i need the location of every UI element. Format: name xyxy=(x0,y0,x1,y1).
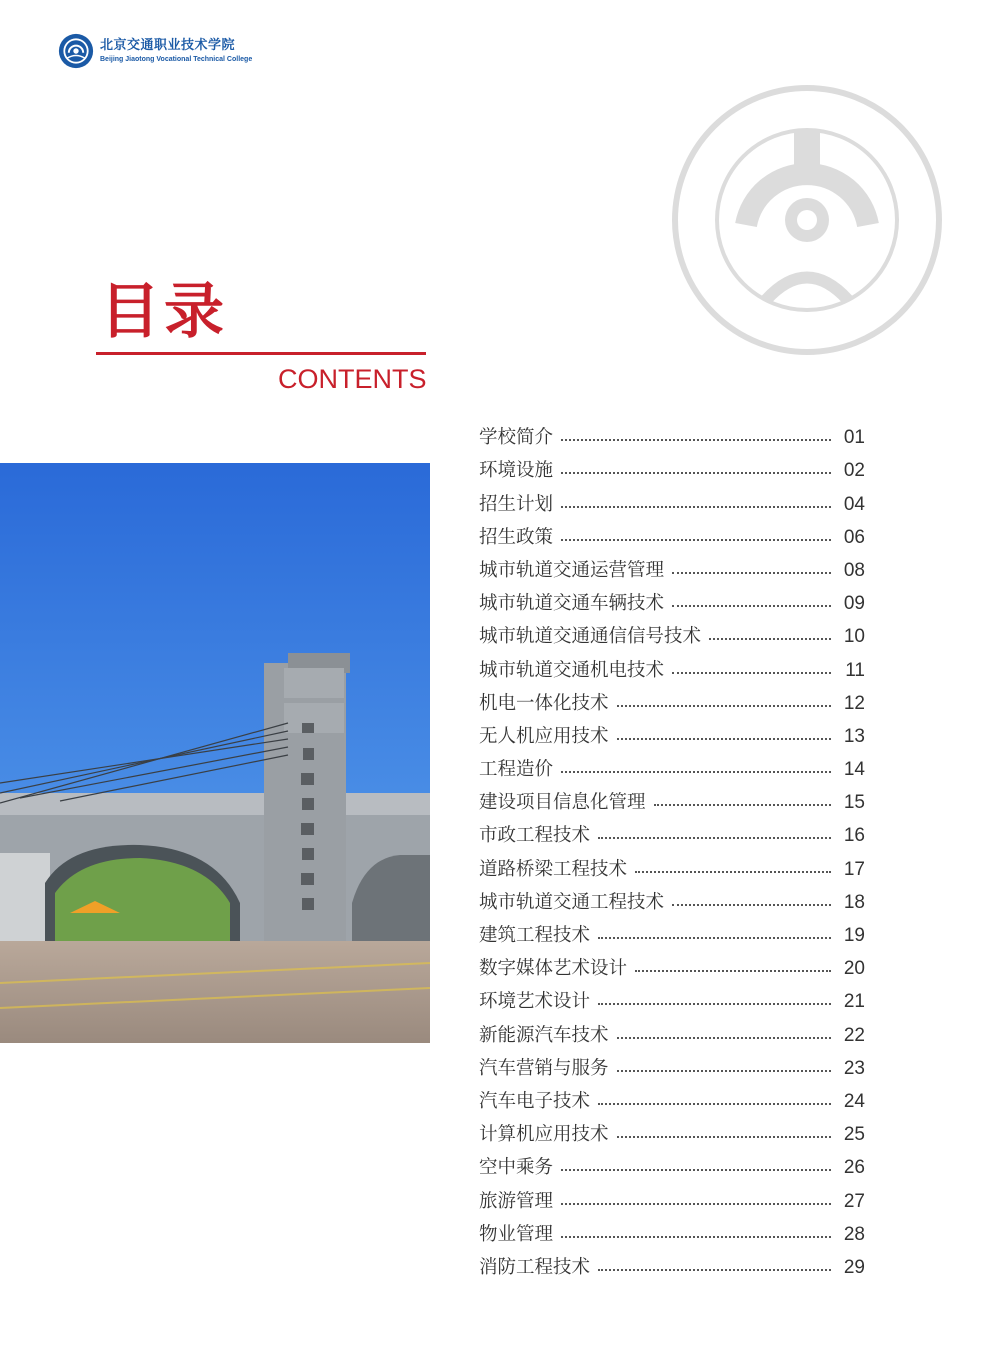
toc-entry[interactable] xyxy=(479,582,865,615)
toc-entry-label: 学校简介 xyxy=(479,427,554,449)
toc-dot-leader xyxy=(598,1103,831,1105)
toc-page-number: 29 xyxy=(843,1256,865,1278)
toc-entry-label: 新能源汽车技术 xyxy=(479,1024,609,1046)
school-name-cn: 北京交通职业技术学院 xyxy=(100,38,236,53)
toc-entry-label: 计算机应用技术 xyxy=(479,1124,609,1146)
page-title: 目录 xyxy=(100,277,228,347)
toc-page-number: 09 xyxy=(843,593,865,615)
toc-entry-label: 机电一体化技术 xyxy=(479,692,609,714)
toc-entry[interactable] xyxy=(479,980,865,1013)
toc-dot-leader xyxy=(598,1003,831,1005)
toc-entry-label: 物业管理 xyxy=(479,1223,554,1245)
toc-entry[interactable] xyxy=(479,1179,865,1212)
toc-page-number: 11 xyxy=(845,659,865,681)
toc-page-number: 24 xyxy=(843,1090,865,1112)
toc-dot-leader xyxy=(598,837,831,839)
toc-dot-leader xyxy=(561,1169,831,1171)
toc-entry[interactable] xyxy=(479,1146,865,1179)
toc-entry-label: 城市轨道交通机电技术 xyxy=(479,659,665,681)
school-logo xyxy=(58,33,252,69)
toc-page-number: 18 xyxy=(843,891,865,913)
page-subtitle: CONTENTS xyxy=(278,364,427,394)
toc-page-number: 02 xyxy=(843,460,865,482)
campus-gate-photo xyxy=(0,463,430,1043)
toc-dot-leader xyxy=(561,539,831,541)
toc-entry[interactable] xyxy=(479,947,865,980)
toc-page-number: 04 xyxy=(843,493,865,515)
toc-entry[interactable] xyxy=(479,682,865,715)
toc-page-number: 10 xyxy=(843,626,865,648)
toc-entry-label: 城市轨道交通通信信号技术 xyxy=(479,626,702,648)
toc-entry[interactable] xyxy=(479,615,865,648)
toc-page-number: 20 xyxy=(843,958,865,980)
table-of-contents xyxy=(479,416,865,1279)
toc-dot-leader xyxy=(635,970,831,972)
toc-entry-label: 工程造价 xyxy=(479,759,554,781)
toc-entry[interactable] xyxy=(479,781,865,814)
toc-entry[interactable] xyxy=(479,1080,865,1113)
toc-page-number: 26 xyxy=(843,1157,865,1179)
toc-entry-label: 招生政策 xyxy=(479,526,554,548)
toc-dot-leader xyxy=(561,1236,831,1238)
toc-entry-label: 城市轨道交通车辆技术 xyxy=(479,593,665,615)
toc-entry-label: 无人机应用技术 xyxy=(479,725,609,747)
toc-entry[interactable] xyxy=(479,814,865,847)
toc-entry[interactable] xyxy=(479,416,865,449)
toc-entry[interactable] xyxy=(479,482,865,515)
toc-page-number: 13 xyxy=(843,725,865,747)
toc-entry[interactable] xyxy=(479,1213,865,1246)
toc-entry-label: 汽车营销与服务 xyxy=(479,1057,609,1079)
toc-entry-label: 建设项目信息化管理 xyxy=(479,792,646,814)
toc-dot-leader xyxy=(561,506,831,508)
toc-page-number: 25 xyxy=(843,1124,865,1146)
toc-dot-leader xyxy=(617,1037,831,1039)
toc-page-number: 08 xyxy=(843,559,865,581)
toc-entry-label: 环境设施 xyxy=(479,460,554,482)
toc-entry-label: 空中乘务 xyxy=(479,1157,554,1179)
toc-dot-leader xyxy=(617,738,831,740)
toc-dot-leader xyxy=(672,904,831,906)
toc-entry[interactable] xyxy=(479,1113,865,1146)
toc-page-number: 16 xyxy=(843,825,865,847)
toc-page-number: 17 xyxy=(843,858,865,880)
toc-entry[interactable] xyxy=(479,1047,865,1080)
toc-entry-label: 环境艺术设计 xyxy=(479,991,591,1013)
title-divider xyxy=(96,352,426,355)
toc-dot-leader xyxy=(561,439,831,441)
toc-entry-label: 汽车电子技术 xyxy=(479,1090,591,1112)
toc-entry[interactable] xyxy=(479,847,865,880)
toc-entry-label: 旅游管理 xyxy=(479,1190,554,1212)
toc-entry-label: 数字媒体艺术设计 xyxy=(479,958,628,980)
toc-entry-label: 建筑工程技术 xyxy=(479,925,591,946)
toc-entry[interactable] xyxy=(479,516,865,549)
toc-page-number: 15 xyxy=(843,792,865,814)
school-emblem-icon xyxy=(58,33,94,69)
toc-page-number: 01 xyxy=(843,427,865,449)
toc-dot-leader xyxy=(561,1203,831,1205)
toc-entry-label: 城市轨道交通工程技术 xyxy=(479,891,665,913)
toc-page-number: 22 xyxy=(843,1024,865,1046)
toc-page-number: 23 xyxy=(843,1057,865,1079)
toc-entry-label: 招生计划 xyxy=(479,493,554,515)
toc-entry[interactable] xyxy=(479,748,865,781)
toc-entry-label: 城市轨道交通运营管理 xyxy=(479,559,665,581)
toc-page-number: 12 xyxy=(843,692,865,714)
toc-dot-leader xyxy=(672,605,831,607)
toc-entry[interactable] xyxy=(479,449,865,482)
toc-dot-leader xyxy=(635,871,831,873)
toc-dot-leader xyxy=(709,638,831,640)
toc-entry[interactable] xyxy=(479,914,865,947)
toc-entry[interactable] xyxy=(479,1013,865,1046)
toc-page-number: 27 xyxy=(843,1190,865,1212)
toc-page-number: 21 xyxy=(843,991,865,1013)
toc-entry-label: 消防工程技术 xyxy=(479,1256,591,1278)
toc-entry[interactable] xyxy=(479,715,865,748)
toc-dot-leader xyxy=(617,1136,831,1138)
school-name-en: Beijing Jiaotong Vocational Technical College xyxy=(100,56,253,63)
toc-entry[interactable] xyxy=(479,549,865,582)
toc-dot-leader xyxy=(617,705,831,707)
toc-page-number: 28 xyxy=(843,1223,865,1245)
toc-entry[interactable] xyxy=(479,881,865,914)
toc-page-number: 06 xyxy=(843,526,865,548)
toc-dot-leader xyxy=(598,937,831,939)
toc-entry[interactable] xyxy=(479,1246,865,1279)
toc-dot-leader xyxy=(598,1269,831,1271)
school-seal-watermark-icon xyxy=(666,85,948,355)
toc-dot-leader xyxy=(561,771,831,773)
toc-dot-leader xyxy=(561,472,831,474)
toc-page-number: 14 xyxy=(843,759,865,781)
toc-dot-leader xyxy=(672,572,831,574)
toc-entry-label: 市政工程技术 xyxy=(479,825,591,847)
toc-dot-leader xyxy=(672,672,831,674)
toc-page-number: 19 xyxy=(843,925,865,946)
toc-dot-leader xyxy=(654,804,831,806)
toc-dot-leader xyxy=(617,1070,831,1072)
toc-entry[interactable] xyxy=(479,648,865,681)
toc-entry-label: 道路桥梁工程技术 xyxy=(479,858,628,880)
